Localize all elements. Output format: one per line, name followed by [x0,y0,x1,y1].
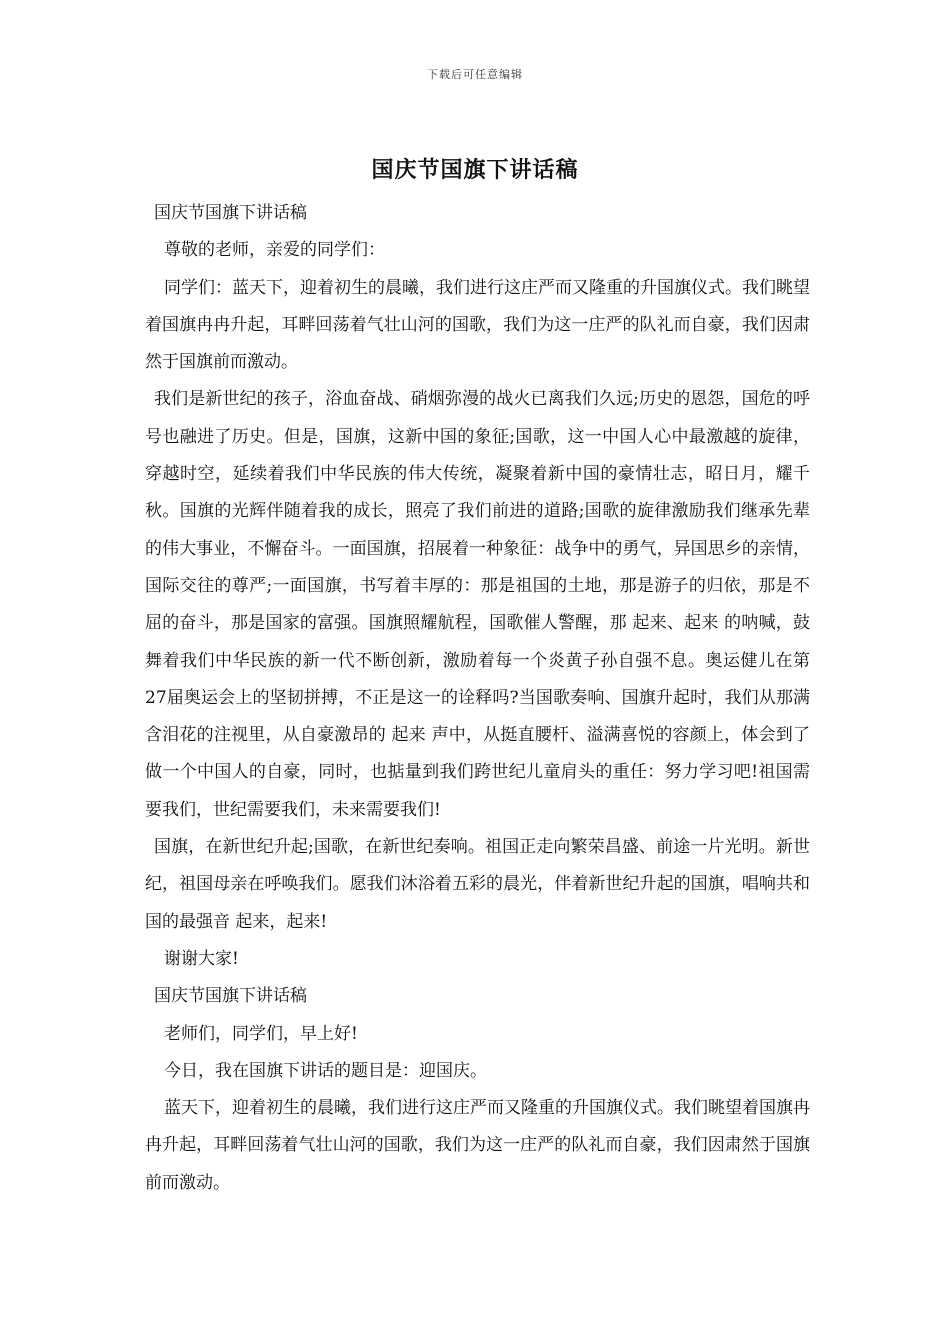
paragraph-greeting: 老师们，同学们，早上好! [164,1023,358,1044]
paragraph: 同学们：蓝天下，迎着初生的晨曦，我们进行这庄严而又隆重的升国旗仪式。我们眺望着国旗冉冉升起，耳畔回荡着气壮山河的国歌，我们为这一庄严的队礼而自豪，我们因肃然于国旗前而激动。 [145,277,810,373]
paragraph: 我们是新世纪的孩子，浴血奋战、硝烟弥漫的战火已离我们久远;历史的恩怨，国危的呼号也融进了历史。但是，国旗，这新中国的象征;国歌，这一中国人心中最激越的旋律，穿越时空，延续着我们中华民族的伟大传统，凝聚着新中国的豪情壮志，昭日月，耀千秋。国旗的光辉伴随着我的成长，照亮了我们前进的道路;国歌的旋律激励我们继承先辈的伟大事业，不懈奋斗。一面国旗，招展着一种象征：战争中的勇气，异国思乡的亲情，国际交往的尊严;一面国旗，书写着丰厚的：那是祖国的土地，那是游子的归依，那是不屈的奋斗，那是国家的富强。国旗照耀航程，国歌催人警醒，那 起来、起来 的呐喊，鼓舞着我们中华民族的新一代不断创新，激励着每一个炎黄子孙自强不息。奥运健儿在第27届奥运会上的坚韧拼搏，不正是这一的诠释吗?当国歌奏响、国旗升起时，我们从那满含泪花的注视里，从自豪激昂的 起来 声中，从挺直腰杆、溢满喜悦的容颜上，体会到了做一个中国人的自豪，同时，也掂量到我们跨世纪儿童肩头的重任：努力学习吧!祖国需要我们，世纪需要我们，未来需要我们! [145,389,810,820]
paragraph-greeting: 尊敬的老师，亲爱的同学们： [164,240,385,261]
header-note: 下载后可任意编辑 [427,68,523,81]
paragraph: 今日，我在国旗下讲话的题目是：迎国庆。 [164,1060,487,1081]
paragraph: 国旗，在新世纪升起;国歌，在新世纪奏响。祖国正走向繁荣昌盛、前途一片光明。新世纪，祖国母亲在呼唤我们。愿我们沐浴着五彩的晨光，伴着新世纪升起的国旗，唱响共和国的最强音 起来，起来! [145,837,810,932]
document-body [145,195,810,1202]
paragraph-subtitle: 国庆节国旗下讲话稿 [154,986,307,1007]
document-title: 国庆节国旗下讲话稿 [371,157,579,183]
paragraph-thanks: 谢谢大家! [164,948,239,969]
paragraph: 蓝天下，迎着初生的晨曦，我们进行这庄严而又隆重的升国旗仪式。我们眺望着国旗冉冉升起，耳畔回荡着气壮山河的国歌，我们为这一庄严的队礼而自豪，我们因肃然于国旗前而激动。 [145,1098,810,1193]
paragraph-subtitle: 国庆节国旗下讲话稿 [154,203,307,223]
